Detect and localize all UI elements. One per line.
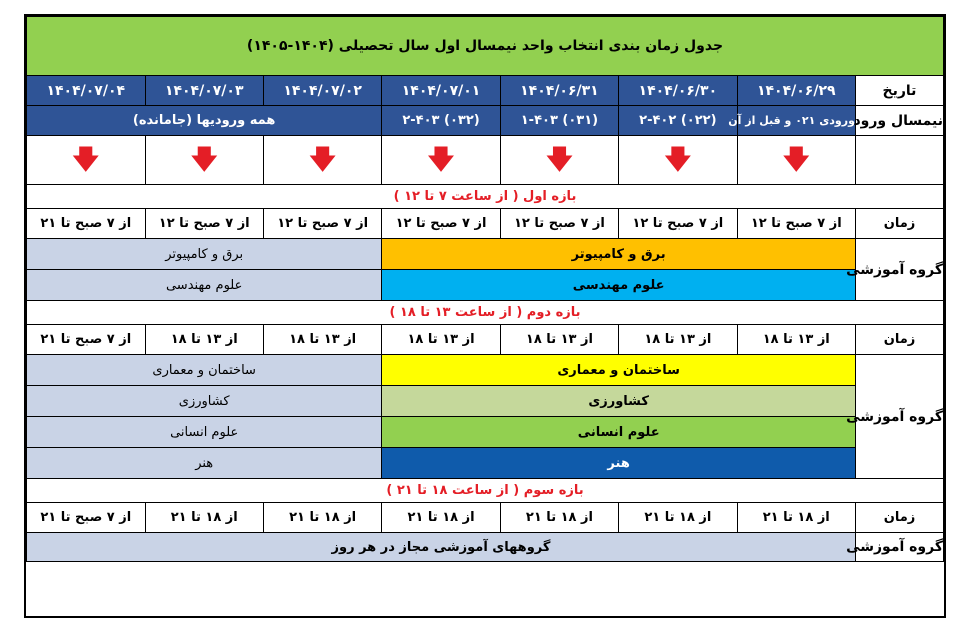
date-cell: ۱۴۰۴/۰۶/۳۱ — [500, 76, 618, 106]
arrow-down-icon: 🡇 — [664, 145, 692, 175]
period-3-label: بازه سوم ( از ساعت ۱۸ تا ۲۱ ) — [27, 479, 944, 503]
arrow-cell — [737, 136, 855, 185]
time-cell: از ۷ صبح تا ۱۲ — [619, 209, 737, 239]
time-cell: از ۷ صبح تا ۱۲ — [500, 209, 618, 239]
time-cell: از ۱۸ تا ۲۱ — [619, 503, 737, 533]
date-cell: ۱۴۰۴/۰۷/۰۱ — [382, 76, 500, 106]
arrow-down-icon: 🡇 — [72, 145, 100, 175]
arrow-cell — [382, 136, 500, 185]
label-entry: نیمسال ورود — [855, 106, 943, 136]
arrow-cell — [500, 136, 618, 185]
group-art: هنر — [27, 448, 382, 479]
arrow-cell — [619, 136, 737, 185]
date-cell: ۱۴۰۴/۰۶/۳۰ — [619, 76, 737, 106]
schedule-table — [26, 16, 944, 562]
group-civil-architecture: ساختمان و معماری — [27, 355, 382, 386]
entry-cell: ورودی ۰۲۱ و قبل از آن — [737, 106, 855, 136]
time-cell: از ۱۳ تا ۱۸ — [500, 325, 618, 355]
entry-cell: (۰۲۲) ۲-۴۰۲ — [619, 106, 737, 136]
arrow-down-icon: 🡇 — [427, 145, 455, 175]
date-cell: ۱۴۰۴/۰۷/۰۲ — [263, 76, 381, 106]
label-time: زمان — [855, 503, 943, 533]
group-engineering-sciences: علوم مهندسی — [27, 270, 382, 301]
time-cell: از ۱۳ تا ۱۸ — [382, 325, 500, 355]
group-all-allowed: گروههای آموزشی مجاز در هر روز — [27, 533, 856, 562]
label-group: گروه آموزشی — [855, 533, 943, 562]
arrow-spacer — [855, 136, 943, 185]
label-group: گروه آموزشی — [855, 355, 943, 479]
time-cell: از ۷ صبح تا ۲۱ — [27, 325, 146, 355]
label-time: زمان — [855, 325, 943, 355]
arrow-down-icon: 🡇 — [309, 145, 336, 175]
group-electrical-computer: برق و کامپیوتر — [27, 239, 382, 270]
group-electrical-computer: برق و کامپیوتر — [382, 239, 856, 270]
time-cell: از ۱۳ تا ۱۸ — [263, 325, 381, 355]
group-humanities: علوم انسانی — [27, 417, 382, 448]
group-humanities: علوم انسانی — [382, 417, 856, 448]
entry-cell: (۰۳۱) ۱-۴۰۳ — [500, 106, 618, 136]
arrow-cell — [145, 136, 263, 185]
entry-cell: (۰۳۲) ۲-۴۰۳ — [382, 106, 500, 136]
group-engineering-sciences: علوم مهندسی — [382, 270, 856, 301]
arrow-cell — [27, 136, 146, 185]
time-cell: از ۱۳ تا ۱۸ — [145, 325, 263, 355]
time-cell: از ۱۸ تا ۲۱ — [145, 503, 263, 533]
entry-cell: همه ورودیها (جامانده) — [27, 106, 382, 136]
group-agriculture: کشاورزی — [382, 386, 856, 417]
time-cell: از ۷ صبح تا ۱۲ — [382, 209, 500, 239]
time-cell: از ۱۸ تا ۲۱ — [500, 503, 618, 533]
time-cell: از ۷ صبح تا ۲۱ — [27, 209, 146, 239]
arrow-down-icon: 🡇 — [190, 145, 218, 175]
label-group: گروه آموزشی — [855, 239, 943, 301]
group-art: هنر — [382, 448, 856, 479]
date-cell: ۱۴۰۴/۰۷/۰۳ — [145, 76, 263, 106]
time-cell: از ۱۳ تا ۱۸ — [619, 325, 737, 355]
time-cell: از ۱۳ تا ۱۸ — [737, 325, 855, 355]
arrow-cell — [263, 136, 381, 185]
time-cell: از ۷ صبح تا ۱۲ — [263, 209, 381, 239]
group-agriculture: کشاورزی — [27, 386, 382, 417]
date-cell: ۱۴۰۴/۰۶/۲۹ — [737, 76, 855, 106]
time-cell: از ۱۸ تا ۲۱ — [382, 503, 500, 533]
period-1-label: بازه اول ( از ساعت ۷ تا ۱۲ ) — [27, 185, 944, 209]
label-date: تاریخ — [855, 76, 943, 106]
arrow-down-icon: 🡇 — [782, 145, 810, 175]
time-cell: از ۱۸ تا ۲۱ — [737, 503, 855, 533]
page-title: جدول زمان بندی انتخاب واحد نیمسال اول سال تحصیلی (۱۴۰۴-۱۴۰۵) — [27, 17, 944, 76]
time-cell: از ۷ صبح تا ۲۱ — [27, 503, 146, 533]
time-cell: از ۷ صبح تا ۱۲ — [737, 209, 855, 239]
schedule-frame — [24, 14, 946, 618]
time-cell: از ۷ صبح تا ۱۲ — [145, 209, 263, 239]
arrow-down-icon: 🡇 — [546, 145, 573, 175]
label-time: زمان — [855, 209, 943, 239]
period-2-label: بازه دوم ( از ساعت ۱۳ تا ۱۸ ) — [27, 301, 944, 325]
time-cell: از ۱۸ تا ۲۱ — [263, 503, 381, 533]
date-cell: ۱۴۰۴/۰۷/۰۴ — [27, 76, 146, 106]
group-civil-architecture: ساختمان و معماری — [382, 355, 856, 386]
